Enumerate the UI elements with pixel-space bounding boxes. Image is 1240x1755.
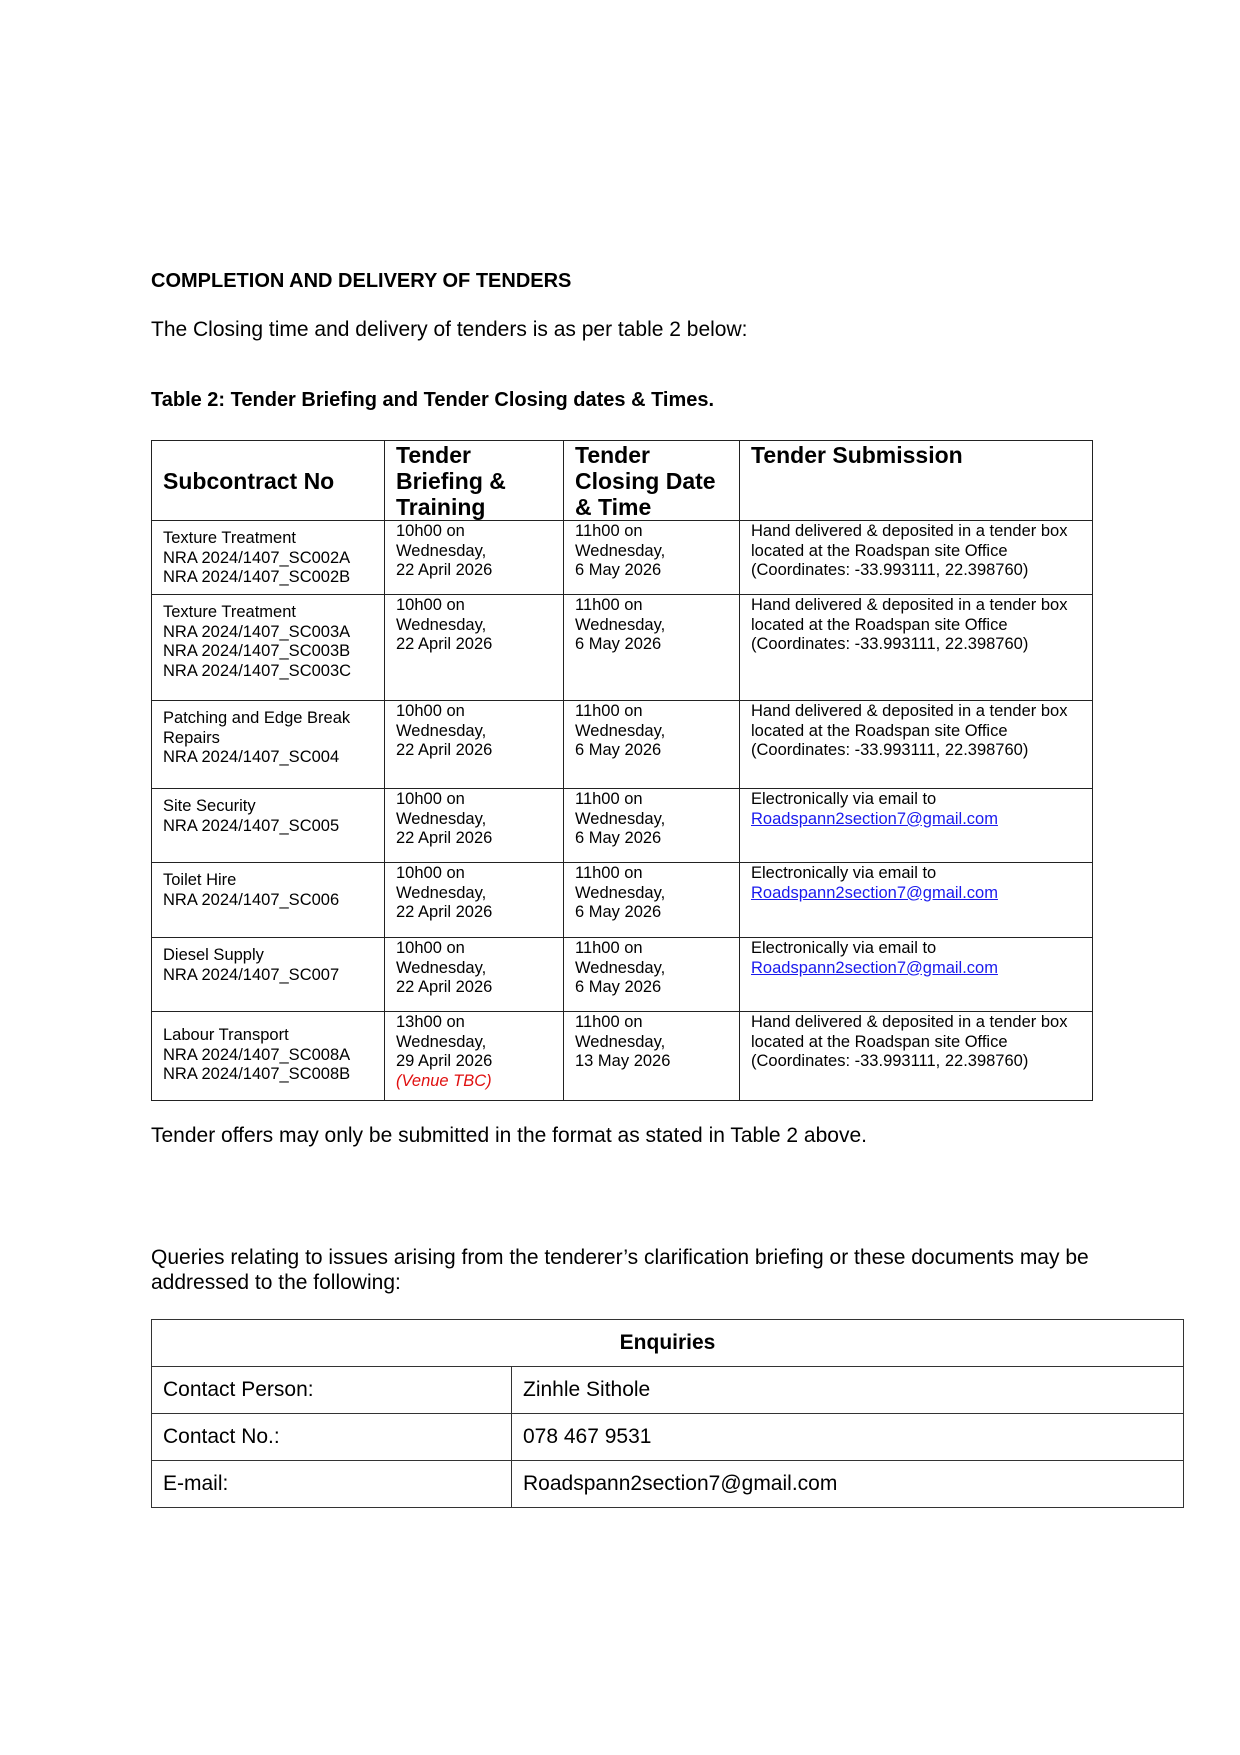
submission-cell: Hand delivered & deposited in a tender box located at the Roadspan site Office (Coordinates: -33.993111, 22.398760) [740,521,1093,595]
queries-paragraph: Queries relating to issues arising from the tenderer’s clarification briefing or these documents may be addressed to the following: [151,1246,1089,1294]
header-briefing: Tender Briefing & Training [385,441,564,521]
subcontract-cell: Texture Treatment NRA 2024/1407_SC003A NRA 2024/1407_SC003B NRA 2024/1407_SC003C [152,595,385,701]
email-link[interactable]: Roadspann2section7@gmail.com [751,809,998,828]
closing-cell: 11h00 on Wednesday, 6 May 2026 [564,521,740,595]
table-row [152,521,1093,595]
table-row [152,701,1093,789]
contact-number-value: 078 467 9531 [512,1414,1184,1461]
briefing-cell: 10h00 on Wednesday, 22 April 2026 [385,789,564,863]
contact-person-label: Contact Person: [152,1367,512,1414]
table-row [152,595,1093,701]
table-row [152,1012,1093,1101]
table-caption: Table 2: Tender Briefing and Tender Closing dates & Times. [151,389,715,411]
table-row [152,938,1093,1012]
section-heading: COMPLETION AND DELIVERY OF TENDERS [151,270,572,292]
closing-cell: 11h00 on Wednesday, 6 May 2026 [564,701,740,789]
subcontract-cell: Site Security NRA 2024/1407_SC005 [152,789,385,863]
enquiries-row [152,1367,1184,1414]
enquiries-table [151,1319,1184,1508]
table-row [152,789,1093,863]
subcontract-cell: Diesel Supply NRA 2024/1407_SC007 [152,938,385,1012]
venue-tbc-note: (Venue TBC) [396,1071,492,1090]
briefing-cell: 10h00 on Wednesday, 22 April 2026 [385,701,564,789]
enquiries-title-row [152,1320,1184,1367]
header-submission: Tender Submission [740,441,1093,521]
submission-cell: Electronically via email to Roadspann2section7@gmail.com [740,863,1093,938]
briefing-cell: 10h00 on Wednesday, 22 April 2026 [385,595,564,701]
email-value: Roadspann2section7@gmail.com [512,1461,1184,1508]
submission-cell: Hand delivered & deposited in a tender box located at the Roadspan site Office (Coordinates: -33.993111, 22.398760) [740,595,1093,701]
closing-cell: 11h00 on Wednesday, 6 May 2026 [564,595,740,701]
email-link[interactable]: Roadspann2section7@gmail.com [751,883,998,902]
briefing-cell: 13h00 on Wednesday, 29 April 2026 (Venue TBC) [385,1012,564,1101]
closing-cell: 11h00 on Wednesday, 13 May 2026 [564,1012,740,1101]
closing-cell: 11h00 on Wednesday, 6 May 2026 [564,863,740,938]
contact-person-value: Zinhle Sithole [512,1367,1184,1414]
subcontract-cell: Patching and Edge Break Repairs NRA 2024/1407_SC004 [152,701,385,789]
intro-paragraph: The Closing time and delivery of tenders is as per table 2 below: [151,318,748,341]
table-header-row [152,441,1093,521]
enquiries-row [152,1461,1184,1508]
closing-cell: 11h00 on Wednesday, 6 May 2026 [564,789,740,863]
enquiries-title: Enquiries [152,1320,1184,1367]
header-subcontract: Subcontract No [152,441,385,521]
briefing-cell: 10h00 on Wednesday, 22 April 2026 [385,863,564,938]
submission-cell: Hand delivered & deposited in a tender box located at the Roadspan site Office (Coordinates: -33.993111, 22.398760) [740,701,1093,789]
briefing-cell: 10h00 on Wednesday, 22 April 2026 [385,938,564,1012]
contact-number-label: Contact No.: [152,1414,512,1461]
submission-cell: Electronically via email to Roadspann2section7@gmail.com [740,789,1093,863]
email-link[interactable]: Roadspann2section7@gmail.com [751,958,998,977]
submission-cell: Hand delivered & deposited in a tender box located at the Roadspan site Office (Coordinates: -33.993111, 22.398760) [740,1012,1093,1101]
enquiries-row [152,1414,1184,1461]
table-row [152,863,1093,938]
subcontract-cell: Toilet Hire NRA 2024/1407_SC006 [152,863,385,938]
tender-dates-table [151,440,1093,1101]
briefing-cell: 10h00 on Wednesday, 22 April 2026 [385,521,564,595]
email-label: E-mail: [152,1461,512,1508]
subcontract-cell: Texture Treatment NRA 2024/1407_SC002A NRA 2024/1407_SC002B [152,521,385,595]
header-closing: Tender Closing Date & Time [564,441,740,521]
closing-cell: 11h00 on Wednesday, 6 May 2026 [564,938,740,1012]
format-note: Tender offers may only be submitted in the format as stated in Table 2 above. [151,1124,867,1147]
submission-cell: Electronically via email to Roadspann2section7@gmail.com [740,938,1093,1012]
subcontract-cell: Labour Transport NRA 2024/1407_SC008A NRA 2024/1407_SC008B [152,1012,385,1101]
